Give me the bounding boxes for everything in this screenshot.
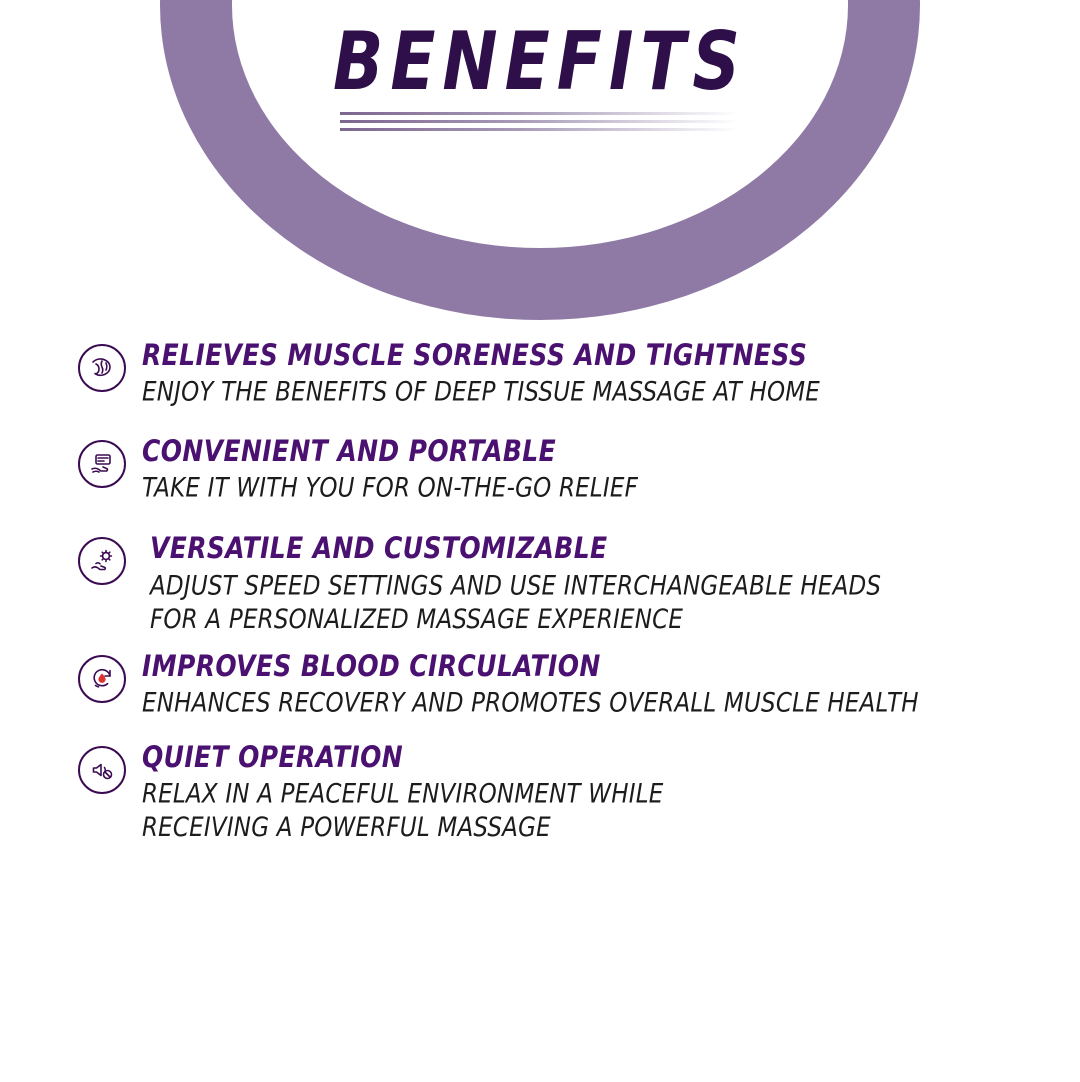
- desc-line: ENJOY THE BENEFITS OF DEEP TISSUE MASSAGE AT HOME: [142, 377, 821, 408]
- desc-line: RELAX IN A PEACEFUL ENVIRONMENT WHILE: [142, 779, 664, 810]
- desc-line: FOR A PERSONALIZED MASSAGE EXPERIENCE: [150, 604, 684, 636]
- benefits-list: [0, 337, 1080, 863]
- hand-holding-device-icon: [78, 440, 126, 488]
- list-item-text: [142, 739, 1010, 844]
- blood-circulation-icon: [78, 655, 126, 703]
- list-item-description: [142, 472, 1010, 506]
- rule-line: [340, 112, 740, 115]
- rule-line: [340, 128, 740, 131]
- muscle-arm-icon: [78, 344, 126, 392]
- list-item-title: IMPROVES BLOOD CIRCULATION: [142, 648, 601, 683]
- list-item-description: [150, 570, 1010, 638]
- list-item-title: RELIEVES MUSCLE SORENESS AND TIGHTNESS: [142, 337, 808, 372]
- list-item: [78, 739, 1010, 844]
- title-underline-rules: [340, 112, 740, 136]
- list-item: [78, 531, 1010, 636]
- desc-line: TAKE IT WITH YOU FOR ON-THE-GO RELIEF: [142, 473, 639, 504]
- page-title-block: [0, 14, 1080, 109]
- desc-line: RECEIVING A POWERFUL MASSAGE: [142, 813, 551, 844]
- list-item: [78, 433, 1010, 504]
- list-item-text: [142, 433, 1010, 504]
- list-item-title: VERSATILE AND CUSTOMIZABLE: [150, 531, 608, 566]
- hand-gear-settings-icon: [78, 537, 126, 585]
- list-item-title: CONVENIENT AND PORTABLE: [142, 433, 557, 468]
- speaker-mute-icon: [78, 746, 126, 794]
- list-item: [78, 337, 1010, 408]
- list-item-description: [142, 778, 1010, 846]
- list-item-description: [142, 376, 1010, 410]
- list-item: [78, 648, 1010, 719]
- list-item-text: [142, 648, 1010, 719]
- list-item-text: [142, 531, 1010, 636]
- desc-line: ADJUST SPEED SETTINGS AND USE INTERCHANGEABLE HEADS: [150, 570, 882, 601]
- list-item-text: [142, 337, 1010, 408]
- rule-line: [340, 120, 740, 123]
- list-item-title: QUIET OPERATION: [142, 739, 404, 775]
- list-item-description: [142, 687, 1010, 721]
- desc-line: ENHANCES RECOVERY AND PROMOTES OVERALL MUSCLE HEALTH: [142, 687, 919, 719]
- page-title: BENEFITS: [333, 14, 747, 109]
